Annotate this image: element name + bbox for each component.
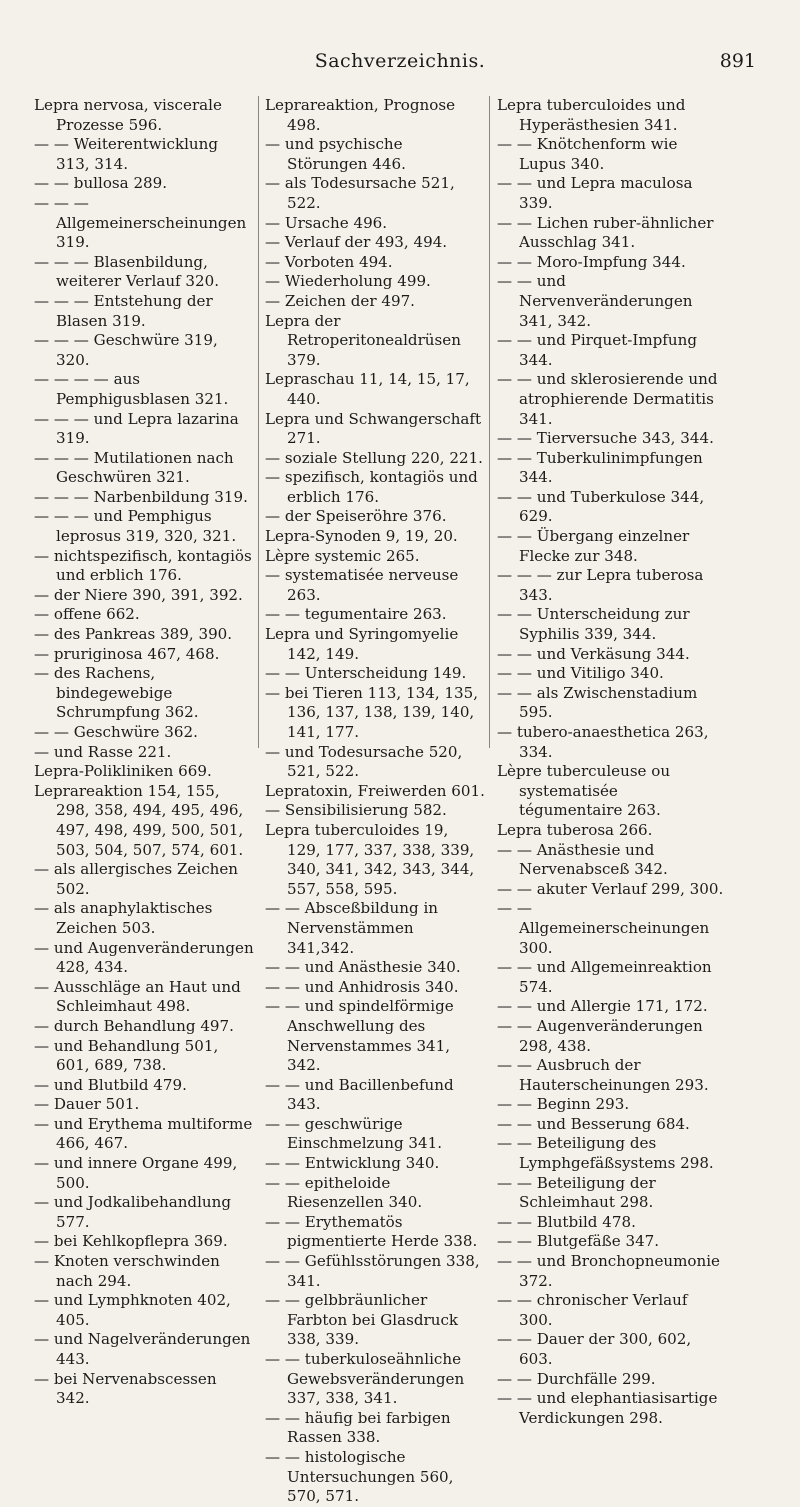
page-header — [0, 50, 800, 80]
index-entry: — — epitheloide Riesenzellen 340. — [265, 1173, 423, 1212]
index-entry: — — Ausbruch der Hauterscheinungen 293. — [497, 1056, 709, 1094]
index-entry: — — und Lepra maculosa 339. — [497, 174, 693, 212]
index-entry: — — — und Pemphigus leprosus 319, 320, 321. — [34, 507, 237, 546]
index-entry: — und Lymphknoten 402, 405. — [34, 1291, 231, 1329]
index-entry: — — Lichen ruber-ähnlicher Ausschlag 341. — [497, 213, 714, 252]
index-column-2 — [265, 96, 485, 1507]
index-entry: — — Weiterentwicklung 313, 314. — [34, 135, 219, 173]
index-entry: — pruriginosa 467, 468. — [34, 644, 220, 663]
index-entry: Leprareaktion 154, 155, 298, 358, 494, 495, 496, 497, 498, 499, 500, 501, 503, 504, 507, 574, 601. — [34, 781, 244, 859]
index-entry: Lepra tuberosa 266. — [497, 820, 653, 839]
index-entry: — — Tuberkulinimpfungen 344. — [497, 448, 703, 487]
index-entry: — bei Kehlkopflepra 369. — [34, 1232, 228, 1251]
index-entry: — Knoten verschwinden nach 294. — [34, 1252, 220, 1290]
running-title: Sachverzeichnis. — [314, 50, 486, 72]
index-entry: Leprareaktion, Prognose 498. — [265, 96, 456, 134]
index-entry: — und innere Organe 499, 500. — [34, 1154, 238, 1192]
index-entry: Lepra der Retroperitonealdrüsen 379. — [265, 311, 461, 369]
index-entry: — — und elephantiasisartige Verdickungen 298. — [497, 1389, 718, 1427]
index-entry: — — geschwürige Einschmelzung 341. — [265, 1114, 443, 1153]
index-entry: — — Durchfälle 299. — [497, 1369, 656, 1388]
index-entry: — — — Narbenbildung 319. — [34, 487, 248, 506]
index-entry: — — tuberkuloseähnliche Gewebsveränderungen 337, 338, 341. — [265, 1350, 465, 1408]
index-entry: — als Todesursache 521, 522. — [265, 174, 455, 212]
index-entry: — soziale Stellung 220, 221. — [265, 448, 483, 467]
index-entry: — — gelbbräunlicher Farbton bei Glasdruck 338, 339. — [265, 1291, 459, 1349]
index-entry: — Vorboten 494. — [265, 252, 393, 271]
index-entry: — — — Geschwüre 319, 320. — [34, 331, 218, 369]
index-entry: Lepra und Syringomyelie 142, 149. — [265, 625, 459, 663]
index-entry: — Dauer 501. — [34, 1095, 140, 1114]
index-entry: — Zeichen der 497. — [265, 291, 415, 310]
index-entry: — — und Besserung 684. — [497, 1114, 690, 1133]
index-entry: — — Unterscheidung zur Syphilis 339, 344. — [497, 605, 690, 644]
index-entry: — — Gefühlsstörungen 338, 341. — [265, 1252, 480, 1290]
index-entry: — — akuter Verlauf 299, 300. — [497, 879, 724, 898]
index-entry: — bei Tieren 113, 134, 135, 136, 137, 138, 139, 140, 141, 177. — [265, 683, 479, 741]
page-number: 891 — [719, 50, 756, 72]
index-entry: — — — zur Lepra tuberosa 343. — [497, 566, 704, 604]
index-entry: — — Beteiligung der Schleimhaut 298. — [497, 1173, 656, 1212]
index-entry: Lepra-Synoden 9, 19, 20. — [265, 527, 458, 546]
index-entry: — und Behandlung 501, 601, 689, 738. — [34, 1036, 219, 1075]
index-entry: — — und Anhidrosis 340. — [265, 977, 459, 996]
index-entry: — und Rasse 221. — [34, 742, 172, 761]
index-entry: — — und Allgemeinreaktion 574. — [497, 958, 712, 996]
index-entry: — — — Blasenbildung, weiterer Verlauf 320. — [34, 252, 220, 291]
index-entry: — — bullosa 289. — [34, 174, 168, 193]
index-entry: — — Tierversuche 343, 344. — [497, 429, 714, 448]
index-entry: — spezifisch, kontagiös und erblich 176. — [265, 468, 478, 506]
index-entry: — — Absceßbildung in Nervenstämmen 341,342. — [265, 899, 438, 957]
index-entry: Lepra und Schwangerschaft 271. — [265, 409, 482, 448]
index-entry: — — häufig bei farbigen Rassen 338. — [265, 1408, 451, 1447]
index-entry: — — Entwicklung 340. — [265, 1154, 440, 1173]
index-entry: — des Pankreas 389, 390. — [34, 625, 233, 644]
index-entry: Lepra-Polikliniken 669. — [34, 762, 212, 781]
index-entry: — — und Allergie 171, 172. — [497, 997, 708, 1016]
index-entry: — — und Verkäsung 344. — [497, 644, 690, 663]
index-entry: — — und Tuberkulose 344, 629. — [497, 487, 705, 526]
index-entry: — als allergisches Zeichen 502. — [34, 860, 239, 898]
index-entry: — Wiederholung 499. — [265, 272, 431, 291]
index-entry: — nichtspezifisch, kontagiös und erblich 176. — [34, 546, 252, 585]
index-entry: — — tegumentaire 263. — [265, 605, 447, 624]
index-entry: — — Unterscheidung 149. — [265, 664, 467, 683]
index-entry: — — Moro-Impfung 344. — [497, 252, 686, 271]
index-column-3 — [497, 96, 725, 1428]
index-entry: — — und Vitiligo 340. — [497, 664, 664, 683]
index-entry: — — — Entstehung der Blasen 319. — [34, 291, 213, 330]
index-entry: — der Speiseröhre 376. — [265, 507, 447, 526]
index-entry: — offene 662. — [34, 605, 140, 624]
index-entry: — — Augenveränderungen 298, 438. — [497, 1016, 703, 1055]
index-entry: Leprаschau 11, 14, 15, 17, 440. — [265, 370, 470, 408]
index-entry: — Ausschläge an Haut und Schleimhaut 498. — [34, 977, 241, 1016]
index-entry: — Sensibilisierung 582. — [265, 801, 447, 820]
index-entry: Lepra tuberculoides 19, 129, 177, 337, 338, 339, 340, 341, 342, 343, 344, 557, 558, 595. — [265, 820, 475, 898]
index-entry: — des Rachens, bindegewebige Schrumpfung 362. — [34, 664, 199, 722]
index-entry: — — und Pirquet-Impfung 344. — [497, 331, 697, 369]
index-entry: — und Blutbild 479. — [34, 1075, 187, 1094]
index-entry: — — — und Lepra lazarina 319. — [34, 409, 239, 448]
index-entry: — — Dauer der 300, 602, 603. — [497, 1330, 692, 1368]
index-entry: — — und Nervenveränderungen 341, 342. — [497, 272, 693, 330]
index-entry: — — als Zwischenstadium 595. — [497, 683, 698, 722]
index-entry: — — Blutgefäße 347. — [497, 1232, 660, 1251]
index-entry: — tubero-anaesthetica 263, 334. — [497, 723, 709, 761]
index-entry: — und Augenveränderungen 428, 434. — [34, 938, 254, 977]
index-entry: — als anaphylaktisches Zeichen 503. — [34, 899, 213, 937]
index-entry: — — und spindelförmige Anschwellung des Nervenstammes 341, 342. — [265, 997, 454, 1075]
index-entry: — — Erythematös pigmentierte Herde 338. — [265, 1212, 478, 1251]
index-columns — [0, 96, 800, 1506]
index-entry: — systematisée nerveuse 263. — [265, 566, 459, 604]
index-entry: — — Allgemeinerscheinungen 300. — [497, 899, 710, 957]
index-entry: — — Blutbild 478. — [497, 1212, 636, 1231]
index-entry: — — — Mutilationen nach Geschwüren 321. — [34, 448, 234, 487]
index-entry: — und psychische Störungen 446. — [265, 135, 406, 173]
index-entry: — — Anästhesie und Nervenabsceß 342. — [497, 840, 668, 879]
index-entry: — — Knötchenform wie Lupus 340. — [497, 135, 678, 173]
index-entry: — — chronischer Verlauf 300. — [497, 1291, 688, 1329]
index-column-1 — [34, 96, 254, 1409]
index-entry: — — Übergang einzelner Flecke zur 348. — [497, 527, 690, 565]
index-entry: — — und sklerosierende und atrophierende Dermatitis 341. — [497, 370, 718, 428]
index-entry: — und Jodkalibehandlung 577. — [34, 1193, 232, 1231]
index-entry: — — Beginn 293. — [497, 1095, 630, 1114]
index-entry: — und Nagelveränderungen 443. — [34, 1330, 251, 1368]
index-entry: — — und Bronchopneumonie 372. — [497, 1252, 720, 1290]
index-entry: — — Beteiligung des Lymphgefäßsystems 298. — [497, 1134, 714, 1173]
index-entry: Lèpre tuberculeuse ou systematisée tégumentaire 263. — [497, 762, 671, 820]
index-entry: Lepra tuberculoides und Hyperästhesien 341. — [497, 96, 686, 134]
index-entry: Lepra nervosa, viscerale Prozesse 596. — [34, 96, 222, 134]
index-entry: — — histologische Untersuchungen 560, 570, 571. — [265, 1447, 454, 1506]
index-entry: — Verlauf der 493, 494. — [265, 233, 448, 252]
index-entry: Lepratoxin, Freiwerden 601. — [265, 781, 485, 800]
index-entry: — — und Bacillenbefund 343. — [265, 1075, 454, 1114]
index-entry: — und Todesursache 520, 521, 522. — [265, 742, 463, 781]
index-entry: — — — — aus Pemphigusblasen 321. — [34, 370, 229, 408]
index-entry: — — Geschwüre 362. — [34, 723, 198, 741]
index-entry: — — und Anästhesie 340. — [265, 958, 461, 977]
index-entry: — — — Allgemeinerscheinungen 319. — [34, 193, 247, 252]
index-entry: — durch Behandlung 497. — [34, 1016, 234, 1035]
index-entry: — Ursache 496. — [265, 213, 388, 232]
index-entry: — und Erythema multiforme 466, 467. — [34, 1114, 253, 1153]
index-entry: — der Niere 390, 391, 392. — [34, 585, 243, 604]
index-entry: — bei Nervenabscessen 342. — [34, 1369, 217, 1408]
index-entry: Lèpre systemic 265. — [265, 546, 420, 565]
